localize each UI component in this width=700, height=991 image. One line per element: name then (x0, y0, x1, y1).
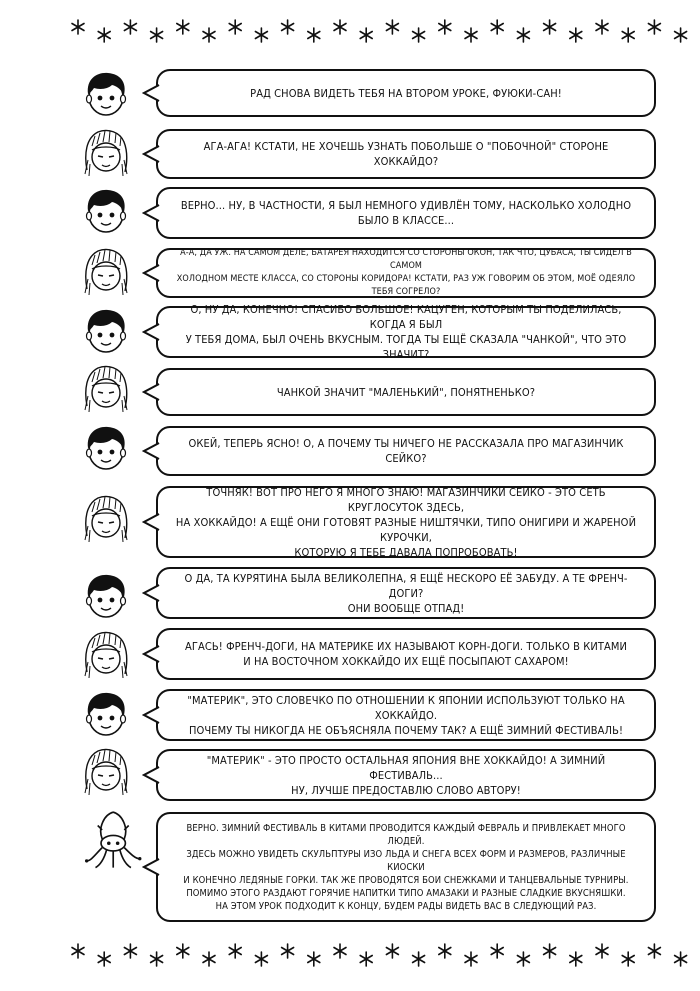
snowflake-icon (491, 944, 503, 958)
snowflake-icon (544, 20, 556, 34)
snowflake-icon (596, 944, 608, 958)
snowflake-icon (675, 952, 687, 966)
snowflake-border-top (0, 18, 700, 46)
snowflake-icon (203, 952, 215, 966)
dialogue-text: А-А, ДА УЖ. НА САМОМ ДЕЛЕ, БАТАРЕЯ НАХОДИТСЯ СО СТОРОНЫ ОКОН, ТАК ЧТО, ЦУБАСА, ТЫ СИДЕЛ В САМОМ ХОЛОДНОМ МЕСТЕ КЛАССА, СО СТОРОНЫ КОРИДОРА! КСТАТИ, РАЗ УЖ ГОВОРИМ ОБ ЭТОМ, МОЁ ОДЕЯЛО ТЕБЯ СОГРЕЛО? (176, 247, 636, 298)
speech-bubble (156, 187, 656, 239)
dialogue-text: ТОЧНЯК! ВОТ ПРО НЕГО Я МНОГО ЗНАЮ! МАГАЗИНЧИКИ СЕЙКО - ЭТО СЕТЬ КРУГЛОСУТОК ЗДЕСЬ, НА ХОККАЙДО! А ЕЩЁ ОНИ ГОТОВЯТ РАЗНЫЕ НИШТЯЧКИ, ТИПО ОНИГИРИ И ЖАРЕНОЙ КУРОЧКИ, КОТОРУЮ Я ТЕБЕ ДАВАЛА ПОПРОБОВАТЬ! (175, 485, 637, 559)
snowflake-icon (360, 952, 372, 966)
snowflake-icon (675, 28, 687, 42)
snowflake-icon (386, 20, 398, 34)
dialogue-text: РАД СНОВА ВИДЕТЬ ТЕБЯ НА ВТОРОМ УРОКЕ, ФУЮКИ-САН! (250, 86, 562, 100)
snowflake-icon (648, 20, 660, 34)
boy-avatar (78, 66, 134, 122)
snowflake-border-bottom (0, 942, 700, 970)
speech-bubble (156, 689, 656, 741)
snowflake-icon (570, 952, 582, 966)
speech-bubble (156, 248, 656, 298)
snowflake-icon (151, 28, 163, 42)
snowflake-icon (465, 28, 477, 42)
dialogue-text: АГА-АГА! КСТАТИ, НЕ ХОЧЕШЬ УЗНАТЬ ПОБОЛЬШЕ О "ПОБОЧНОЙ" СТОРОНЕ ХОККАЙДО? (203, 140, 609, 168)
snowflake-icon (465, 952, 477, 966)
snowflake-icon (229, 944, 241, 958)
snowflake-icon (596, 20, 608, 34)
speech-bubble (156, 426, 656, 476)
snowflake-icon (255, 952, 267, 966)
squid-avatar (80, 810, 142, 872)
boy-avatar (78, 568, 134, 624)
boy-avatar (78, 686, 134, 742)
snowflake-icon (229, 20, 241, 34)
snowflake-icons (0, 942, 700, 970)
snowflake-icon (98, 952, 110, 966)
snowflake-icon (124, 20, 136, 34)
dialogue-text: "МАТЕРИК" - ЭТО ПРОСТО ОСТАЛЬНАЯ ЯПОНИЯ ВНЕ ХОККАЙДО! А ЗИМНИЙ ФЕСТИВАЛЬ... НУ, ЛУЧШЕ ПРЕДОСТАВЛЮ СЛОВО АВТОРУ! (206, 753, 606, 797)
speech-bubble (156, 69, 656, 117)
girl-avatar (78, 490, 134, 546)
snowflake-icon (255, 28, 267, 42)
snowflake-icon (517, 952, 529, 966)
snowflake-icons (0, 18, 700, 46)
snowflake-icon (413, 28, 425, 42)
speech-bubble (156, 303, 656, 361)
boy-avatar (78, 303, 134, 359)
snowflake-icon (517, 28, 529, 42)
snowflake-icon (491, 20, 503, 34)
snowflake-icon (570, 28, 582, 42)
snowflake-icon (203, 28, 215, 42)
snowflake-icon (386, 944, 398, 958)
boy-avatar (78, 183, 134, 239)
girl-avatar (78, 243, 134, 299)
girl-avatar (78, 626, 134, 682)
snowflake-icon (413, 952, 425, 966)
dialogue-text: ОКЕЙ, ТЕПЕРЬ ЯСНО! О, А ПОЧЕМУ ТЫ НИЧЕГО НЕ РАССКАЗАЛА ПРО МАГАЗИНЧИК СЕЙКО? (188, 437, 624, 465)
snowflake-icon (72, 20, 84, 34)
girl-avatar (78, 743, 134, 799)
snowflake-icon (334, 20, 346, 34)
snowflake-icon (334, 944, 346, 958)
snowflake-icon (308, 28, 320, 42)
snowflake-icon (648, 944, 660, 958)
snowflake-icon (72, 944, 84, 958)
snowflake-icon (98, 28, 110, 42)
snowflake-icon (282, 20, 294, 34)
speech-bubble (156, 749, 656, 801)
dialogue-text: О, НУ ДА, КОНЕЧНО! СПАСИБО БОЛЬШОЕ! КАЦУГЕН, КОТОРЫМ ТЫ ПОДЕЛИЛАСЬ, КОГДА Я БЫЛ У ТЕБЯ ДОМА, БЫЛ ОЧЕНЬ ВКУСНЫМ. ТОГДА ТЫ ЕЩЁ СКАЗАЛА "ЧАНКОЙ", ЧТО ЭТО ЗНАЧИТ? (185, 303, 627, 361)
snowflake-icon (360, 28, 372, 42)
girl-avatar (78, 360, 134, 416)
snowflake-icon (151, 952, 163, 966)
snowflake-icon (439, 20, 451, 34)
snowflake-icon (177, 944, 189, 958)
dialogue-text: "МАТЕРИК", ЭТО СЛОВЕЧКО ПО ОТНОШЕНИИ К ЯПОНИИ ИСПОЛЬЗУЮТ ТОЛЬКО НА ХОККАЙДО. ПОЧЕМУ ТЫ НИКОГДА НЕ ОБЪЯСНЯЛА ПОЧЕМУ ТАК? А ЕЩЁ ЗИМНИЙ ФЕСТИВАЛЬ! (187, 693, 625, 737)
snowflake-icon (439, 944, 451, 958)
snowflake-icon (124, 944, 136, 958)
speech-bubble (156, 812, 656, 922)
snowflake-icon (544, 944, 556, 958)
speech-bubble (156, 129, 656, 179)
dialogue-text: ВЕРНО. ЗИМНИЙ ФЕСТИВАЛЬ В КИТАМИ ПРОВОДИТСЯ КАЖДЫЙ ФЕВРАЛЬ И ПРИВЛЕКАЕТ МНОГО ЛЮДЕЙ. ЗДЕСЬ МОЖНО УВИДЕТЬ СКУЛЬПТУРЫ ИЗО ЛЬДА И СНЕГА ВСЕХ ФОРМ И РАЗМЕРОВ, РАЗЛИЧНЫЕ КИОСКИ И КОНЕЧНО ЛЕДЯНЫЕ ГОРКИ. ТАК ЖЕ ПРОВОДЯТСЯ БОИ СНЕЖКАМИ И ТАНЦЕВАЛЬНЫЕ ТУРНИРЫ. ПОМИМО ЭТОГО РАЗДАЮТ ГОРЯЧИЕ НАПИТКИ ТИПО АМАЗАКИ И РАЗНЫЕ СЛАДКИЕ ВКУСНЯШКИ. НА ЭТОМ УРОК ПОДХОДИТ К КОНЦУ, БУДЕМ РАДЫ ВИДЕТЬ ВАС В СЛЕДУЮЩИЙ РАЗ. (183, 822, 629, 912)
speech-bubble (156, 567, 656, 619)
snowflake-icon (177, 20, 189, 34)
snowflake-icon (622, 28, 634, 42)
dialogue-text: О ДА, ТА КУРЯТИНА БЫЛА ВЕЛИКОЛЕПНА, Я ЕЩЁ НЕСКОРО ЕЁ ЗАБУДУ. А ТЕ ФРЕНЧ-ДОГИ? ОНИ ВООБЩЕ ОТПАД! (184, 571, 628, 615)
speech-bubble (156, 486, 656, 558)
speech-bubble (156, 368, 656, 416)
snowflake-icon (622, 952, 634, 966)
snowflake-icon (308, 952, 320, 966)
boy-avatar (78, 420, 134, 476)
dialogue-text: ЧАНКОЙ ЗНАЧИТ "МАЛЕНЬКИЙ", ПОНЯТНЕНЬКО? (276, 385, 536, 399)
snowflake-icon (282, 944, 294, 958)
speech-bubble (156, 628, 656, 680)
dialogue-text: ВЕРНО... НУ, В ЧАСТНОСТИ, Я БЫЛ НЕМНОГО УДИВЛЁН ТОМУ, НАСКОЛЬКО ХОЛОДНО БЫЛО В КЛАССЕ... (180, 199, 632, 227)
girl-avatar (78, 124, 134, 180)
dialogue-text: АГАСЬ! ФРЕНЧ-ДОГИ, НА МАТЕРИКЕ ИХ НАЗЫВАЮТ КОРН-ДОГИ. ТОЛЬКО В КИТАМИ И НА ВОСТОЧНОМ ХОККАЙДО ИХ ЕЩЁ ПОСЫПАЮТ САХАРОМ! (184, 640, 627, 668)
